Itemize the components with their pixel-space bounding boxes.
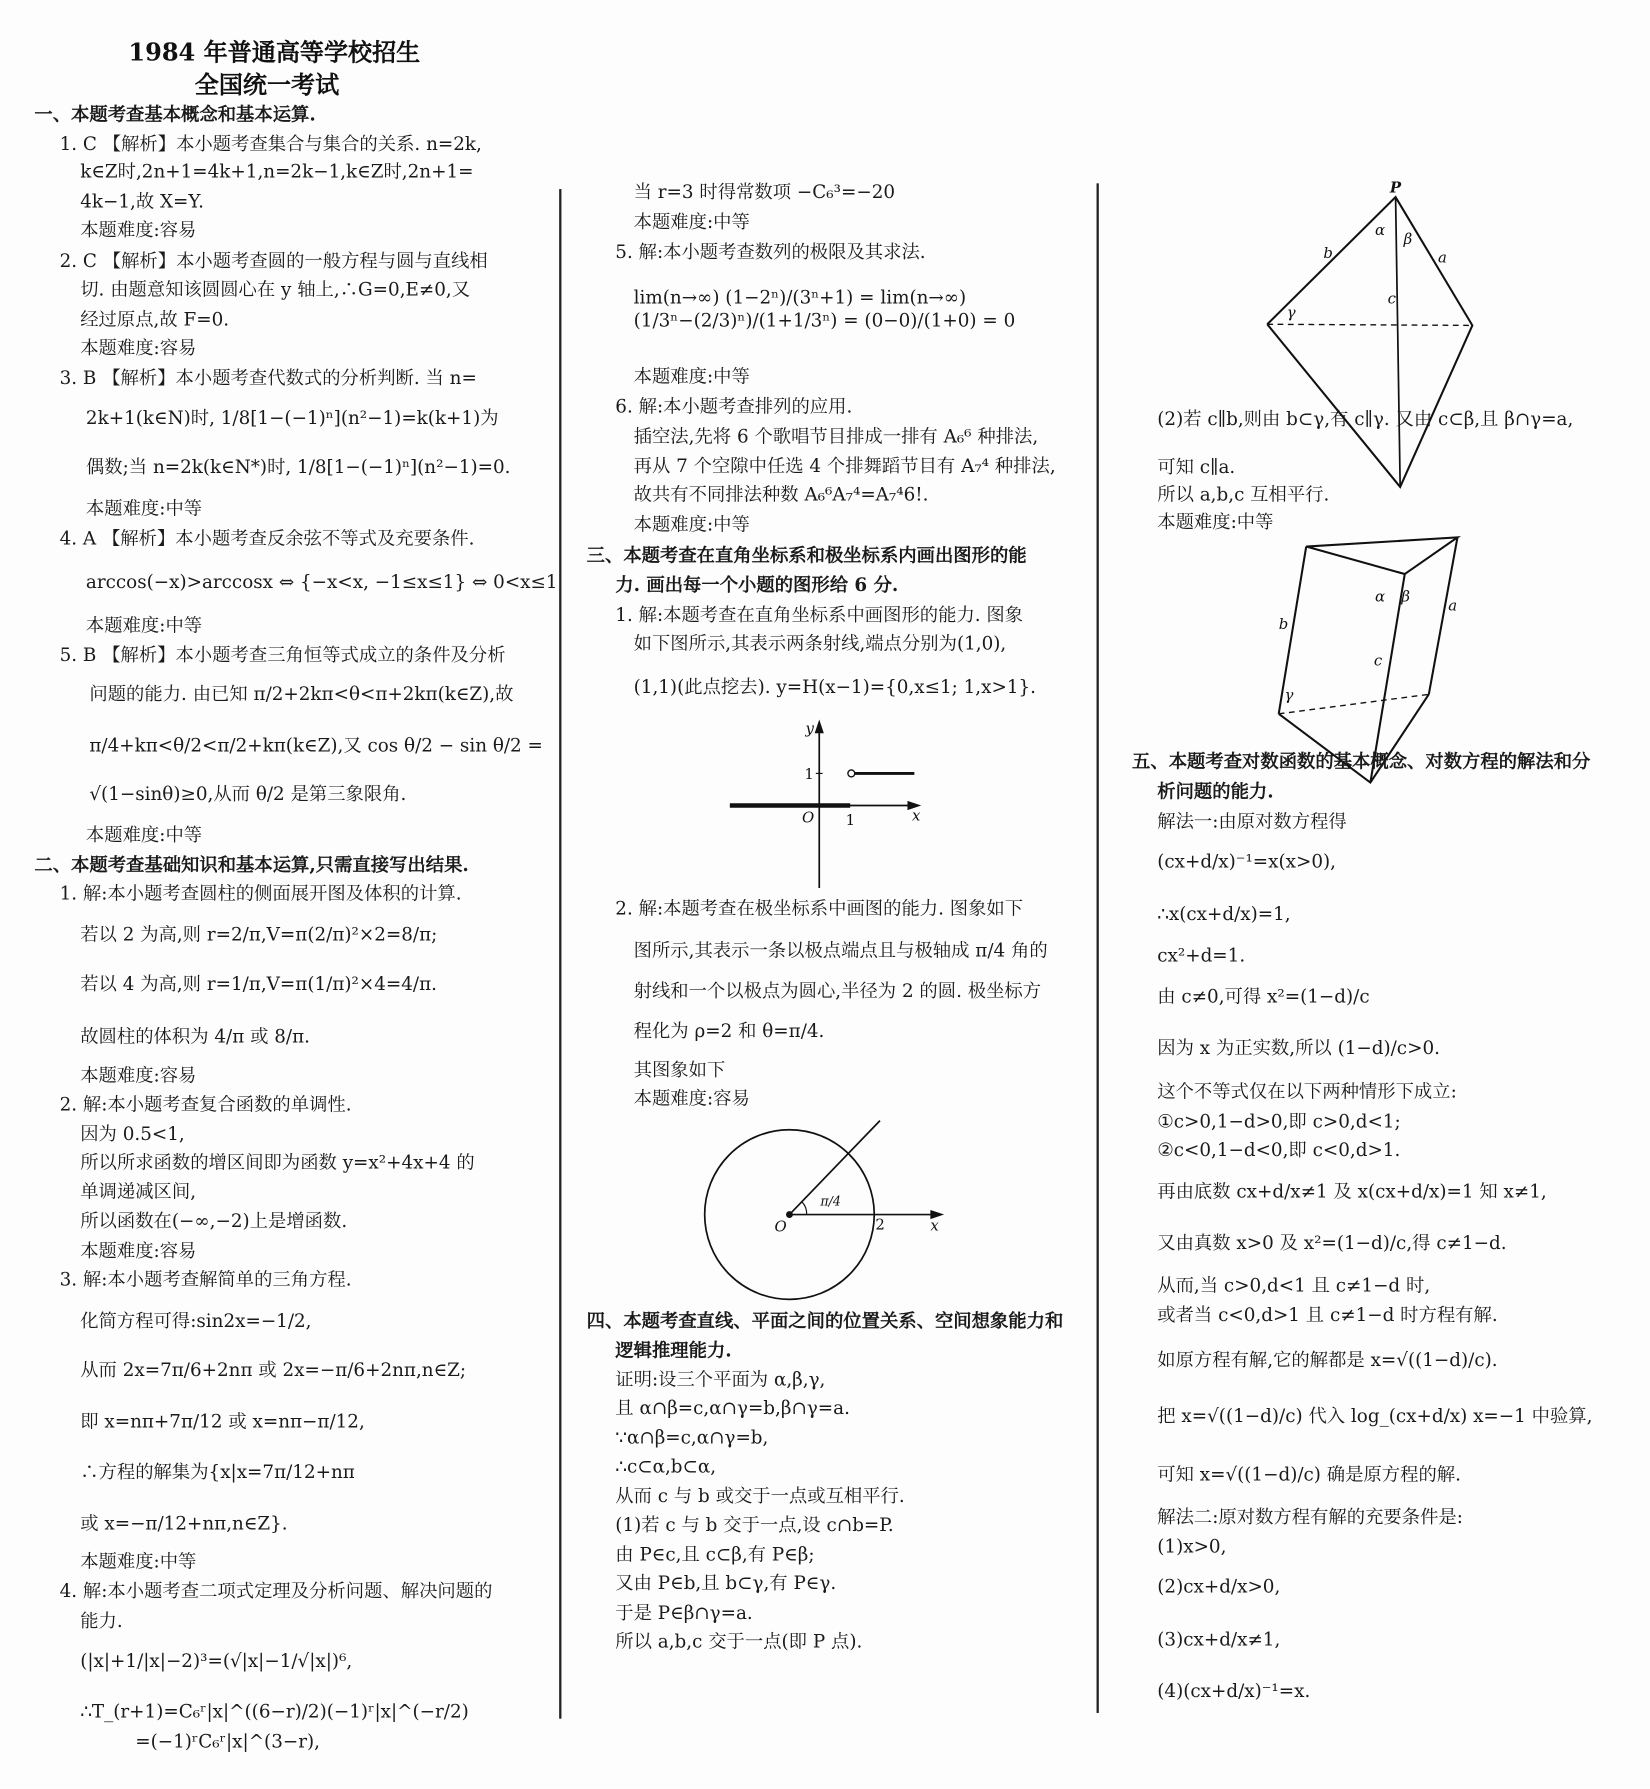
column-divider: [559, 189, 561, 1719]
text-line: 再由底数 cx+d/x≠1 及 x(cx+d/x)=1 知 x≠1,: [1157, 1180, 1547, 1202]
text-line: 可知 c∥a.: [1157, 456, 1236, 478]
text-line: 若以 2 为高,则 r=2/π,V=π(2/π)²×2=8/π;: [80, 923, 438, 946]
text-line: 2. 解:本小题考查复合函数的单调性.: [59, 1093, 352, 1115]
text-line: 由 c≠0,可得 x²=(1−d)/c: [1157, 985, 1370, 1008]
text-line: 5. B 【解析】本小题考查三角恒等式成立的条件及分析: [59, 643, 506, 666]
step-function-graph: [710, 710, 939, 899]
section-heading: 力. 画出每一个小题的图形给 6 分.: [615, 574, 899, 596]
page-title-line2: 全国统一考试: [194, 69, 340, 99]
edge-b-label: b: [1323, 243, 1333, 262]
text-line: 所以 a,b,c 交于一点(即 P 点).: [615, 1630, 863, 1653]
text-line: 故共有不同排法种数 A₆⁶A₇⁴=A₇⁴6!.: [633, 483, 929, 506]
text-line: (1)若 c 与 b 交于一点,设 c∩b=P.: [615, 1513, 894, 1536]
y-tick: 1: [804, 765, 814, 784]
text-line: 本题难度:中等: [633, 513, 750, 536]
text-line: 4k−1,故 X=Y.: [80, 190, 204, 212]
text-line: 程化为 ρ=2 和 θ=π/4.: [633, 1019, 825, 1042]
section-heading: 一、本题考查基本概念和基本运算.: [34, 103, 316, 125]
text-line: ∵α∩β=c,α∩γ=b,: [615, 1426, 769, 1449]
text-line: 射线和一个以极点为圆心,半径为 2 的圆. 极坐标方: [633, 979, 1042, 1002]
angle-gamma-label: γ: [1286, 303, 1296, 322]
text-line: 若以 4 为高,则 r=1/π,V=π(1/π)²×4=4/π.: [80, 972, 437, 995]
text-line: 本题难度:容易: [80, 1064, 197, 1087]
axis-label: x: [930, 1216, 939, 1235]
x-tick: 1: [845, 810, 856, 829]
origin-label: O: [774, 1217, 787, 1236]
text-line: (|x|+1/|x|−2)³=(√|x|−1/√|x|)⁶,: [80, 1649, 353, 1672]
text-line: √(1−sinθ)≥0,从而 θ/2 是第三象限角.: [89, 782, 407, 805]
text-line: 把 x=√((1−d)/c) 代入 log_(cx+d/x) x=−1 中验算,: [1157, 1404, 1593, 1427]
text-line: =(−1)ʳC₆ʳ|x|^(3−r),: [135, 1730, 320, 1752]
text-line: (2)cx+d/x>0,: [1157, 1575, 1281, 1598]
text-line: k∈Z时,2n+1=4k+1,n=2k−1,k∈Z时,2n+1=: [80, 160, 474, 183]
text-line: 插空法,先将 6 个歌唱节目排成一排有 A₆⁶ 种排法,: [633, 425, 1039, 447]
text-line: 由 P∈c,且 c⊂β,有 P∈β;: [615, 1543, 815, 1566]
angle-gamma-label: γ: [1284, 686, 1294, 705]
text-line: lim(n→∞) (1−2ⁿ)/(3ⁿ+1) = lim(n→∞) (1/3ⁿ−(2/3)ⁿ)/(1+1/3ⁿ) = (0−0)/(1+0) = 0: [633, 286, 1016, 332]
text-line: 经过原点,故 F=0.: [80, 308, 230, 330]
text-line: 所以函数在(−∞,−2)上是增函数.: [80, 1209, 348, 1232]
text-line: 因为 0.5<1,: [80, 1122, 185, 1145]
text-line: 故圆柱的体积为 4/π 或 8/π.: [80, 1025, 310, 1048]
text-line: cx²+d=1.: [1157, 944, 1246, 966]
text-line: 即 x=nπ+7π/12 或 x=nπ−π/12,: [80, 1410, 365, 1433]
text-line: 再从 7 个空隙中任选 4 个排舞蹈节目有 A₇⁴ 种排法,: [633, 454, 1056, 477]
text-line: (1)x>0,: [1157, 1535, 1227, 1558]
angle-alpha-label: α: [1374, 587, 1386, 606]
column-divider: [1097, 183, 1099, 1713]
text-line: 3. 解:本小题考查解简单的三角方程.: [59, 1268, 352, 1291]
section-heading: 三、本题考查在直角坐标系和极坐标系内画出图形的能: [586, 544, 1027, 567]
text-line: 又由 P∈b,且 b⊂γ,有 P∈γ.: [615, 1572, 837, 1594]
edge-a-label: a: [1437, 248, 1447, 267]
page-title-line1: 1984 年普通高等学校招生: [128, 37, 421, 67]
angle-alpha-label: α: [1374, 220, 1386, 239]
apex-label: P: [1389, 178, 1402, 197]
text-line: 5. 解:本小题考查数列的极限及其求法.: [615, 240, 926, 263]
text-line: 证明:设三个平面为 α,β,γ,: [615, 1368, 826, 1390]
section-heading: 逻辑推理能力.: [615, 1339, 732, 1362]
text-line: 3. B 【解析】本小题考查代数式的分析判断. 当 n=: [59, 366, 477, 389]
text-line: ∴方程的解集为{x|x=7π/12+nπ: [80, 1460, 355, 1483]
text-line: 1. 解:本题考查在直角坐标系中画图形的能力. 图象: [615, 603, 1024, 626]
text-line: 2. C 【解析】本小题考查圆的一般方程与圆与直线相: [59, 249, 488, 272]
text-line: 图所示,其表示一条以极点端点且与极轴成 π/4 角的: [633, 939, 1048, 962]
text-line: 其图象如下: [633, 1058, 726, 1081]
text-line: 如下图所示,其表示两条射线,端点分别为(1,0),: [633, 632, 1007, 655]
section-heading: 五、本题考查对数函数的基本概念、对数方程的解法和分: [1132, 750, 1591, 773]
text-line: 从而 c 与 b 或交于一点或互相平行.: [615, 1484, 905, 1507]
text-line: 或者当 c<0,d>1 且 c≠1−d 时方程有解.: [1157, 1303, 1498, 1326]
text-line: 本题难度:中等: [1157, 511, 1274, 533]
text-line: 本题难度:容易: [80, 218, 197, 241]
polar-graph: [693, 1111, 957, 1306]
text-line: (cx+d/x)⁻¹=x(x>0),: [1157, 850, 1337, 872]
text-line: 从而 2x=7π/6+2nπ 或 2x=−π/6+2nπ,n∈Z;: [80, 1358, 467, 1381]
text-line: 化简方程可得:sin2x=−1/2,: [80, 1309, 312, 1332]
text-line: 1. 解:本小题考查圆柱的侧面展开图及体积的计算.: [59, 882, 462, 905]
edge-b-label: b: [1278, 615, 1289, 634]
edge-c-label: c: [1373, 651, 1383, 670]
section-heading: 四、本题考查直线、平面之间的位置关系、空间想象能力和: [586, 1309, 1064, 1332]
text-line: 2k+1(k∈N)时, 1/8[1−(−1)ⁿ](n²−1)=k(k+1)为: [85, 406, 499, 429]
radius-label: 2: [875, 1215, 885, 1234]
text-line: 本题难度:容易: [80, 336, 197, 359]
text-line: 4. 解:本小题考查二项式定理及分析问题、解决问题的: [59, 1580, 493, 1602]
text-line: 切. 由题意知该圆圆心在 y 轴上,∴G=0,E≠0,又: [80, 278, 471, 301]
text-line: 本题难度:中等: [80, 1550, 197, 1573]
y-arrow-icon: [815, 720, 824, 734]
text-line: (2)若 c∥b,则由 b⊂γ,有 c∥γ. 又由 c⊂β,且 β∩γ=a,: [1157, 407, 1574, 430]
text-line: 如原方程有解,它的解都是 x=√((1−d)/c).: [1157, 1348, 1498, 1371]
text-line: 本题难度:中等: [633, 365, 750, 388]
angle-label: π/4: [820, 1193, 841, 1209]
text-line: 于是 P∈β∩γ=a.: [615, 1601, 753, 1624]
text-line: ∴T_(r+1)=C₆ʳ|x|^((6−r)/2)(−1)ʳ|x|^(−r/2): [80, 1700, 469, 1723]
edge-a-label: a: [1448, 596, 1458, 615]
text-line: 因为 x 为正实数,所以 (1−d)/c>0.: [1157, 1036, 1440, 1059]
text-line: (3)cx+d/x≠1,: [1157, 1628, 1281, 1650]
text-line: 1. C 【解析】本小题考查集合与集合的关系. n=2k,: [59, 132, 482, 155]
text-line: ①c>0,1−d>0,即 c>0,d<1;: [1157, 1110, 1401, 1133]
text-line: 4. A 【解析】本小题考查反余弦不等式及充要条件.: [59, 527, 475, 549]
text-line: 本题难度:中等: [85, 614, 203, 636]
text-line: 所以所求函数的增区间即为函数 y=x²+4x+4 的: [80, 1151, 475, 1174]
pyramid-figure: [1249, 178, 1490, 505]
text-line: 解法一:由原对数方程得: [1157, 810, 1347, 832]
text-line: ∴c⊂α,b⊂α,: [615, 1455, 717, 1477]
text-line: 当 r=3 时得常数项 −C₆³=−20: [633, 181, 896, 203]
open-point: [848, 770, 855, 777]
section-heading: 二、本题考查基础知识和基本运算,只需直接写出结果.: [34, 853, 469, 876]
text-line: 这个不等式仅在以下两种情形下成立:: [1157, 1080, 1457, 1103]
text-line: π/4+kπ<θ/2<π/2+kπ(k∈Z),又 cos θ/2 − sin θ/2 =: [89, 734, 543, 757]
text-line: 从而,当 c>0,d<1 且 c≠1−d 时,: [1157, 1274, 1431, 1296]
text-line: 且 α∩β=c,α∩γ=b,β∩γ=a.: [615, 1396, 850, 1419]
text-line: 可知 x=√((1−d)/c) 确是原方程的解.: [1157, 1463, 1461, 1485]
text-line: ∴x(cx+d/x)=1,: [1157, 902, 1291, 925]
text-line: 本题难度:容易: [633, 1087, 750, 1110]
text-line: 6. 解:本小题考查排列的应用.: [615, 395, 853, 418]
text-line: 又由真数 x>0 及 x²=(1−d)/c,得 c≠1−d.: [1157, 1231, 1507, 1254]
y-label: y: [805, 719, 814, 738]
text-line: 解法二:原对数方程有解的充要条件是:: [1157, 1505, 1463, 1528]
text-line: 或 x=−π/12+nπ,n∈Z}.: [80, 1512, 288, 1535]
text-line: 所以 a,b,c 互相平行.: [1157, 483, 1330, 506]
origin-label: O: [802, 808, 815, 827]
text-line: 本题难度:中等: [85, 497, 203, 520]
text-line: arccos(−x)>arccosx ⇔ {−x<x, −1≤x≤1} ⇔ 0<x≤1: [85, 570, 558, 593]
angle-beta-label: β: [1401, 587, 1410, 606]
section-heading: 析问题的能力.: [1157, 780, 1274, 803]
angle-beta-label: β: [1403, 230, 1413, 249]
text-line: 偶数;当 n=2k(k∈N*)时, 1/8[1−(−1)ⁿ](n²−1)=0.: [85, 456, 511, 478]
text-line: ②c<0,1−d<0,即 c<0,d>1.: [1157, 1138, 1401, 1161]
x-label: x: [912, 806, 921, 825]
text-line: 问题的能力. 由已知 π/2+2kπ<θ<π+2kπ(k∈Z),故: [89, 682, 514, 705]
text-line: 2. 解:本题考查在极坐标系中画图的能力. 图象如下: [615, 897, 1024, 919]
text-line: 本题难度:中等: [633, 210, 750, 233]
text-line: 本题难度:容易: [80, 1239, 197, 1262]
text-line: (1,1)(此点挖去). y=H(x−1)={0,x≤1; 1,x>1}.: [633, 676, 1037, 698]
text-line: 单调递减区间,: [80, 1180, 197, 1202]
edge-c-label: c: [1387, 289, 1396, 308]
text-line: 能力.: [80, 1609, 123, 1632]
text-line: (4)(cx+d/x)⁻¹=x.: [1157, 1679, 1311, 1702]
text-line: 本题难度:中等: [85, 823, 203, 846]
